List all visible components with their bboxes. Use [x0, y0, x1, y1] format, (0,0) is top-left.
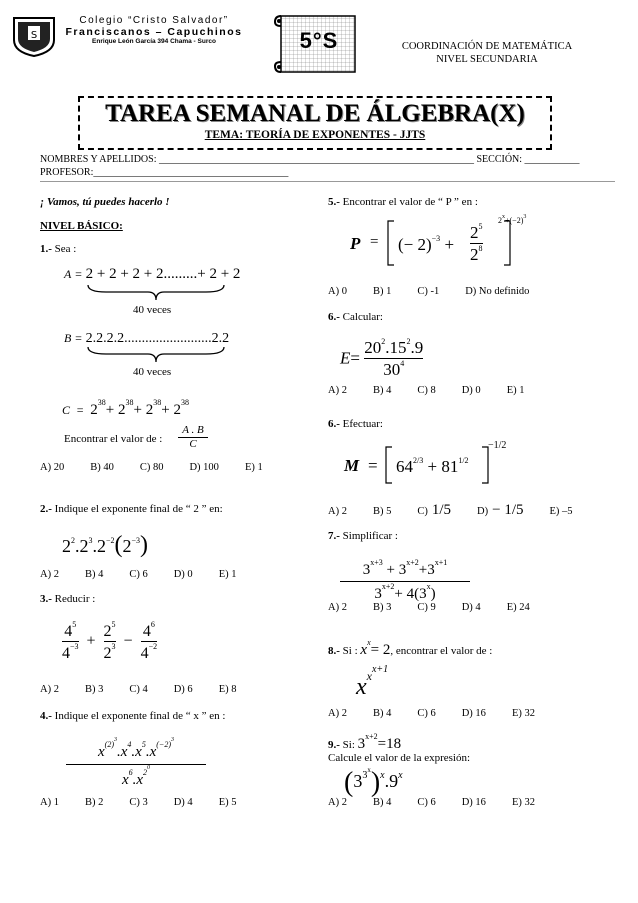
- expr-p3: $\frac{4^5}{4^{-3}}$ + $\frac{2^5}{2^3}$ − $\frac{4^6}{4^{-2}}$: [62, 620, 158, 662]
- expr-p2: $2^2.2^3.2^{-2}(2^{-3})$: [62, 532, 149, 558]
- option: D) 0: [461, 385, 481, 396]
- option: C): [417, 506, 428, 517]
- option: B) 40: [90, 462, 114, 473]
- option: C) -1: [417, 286, 440, 297]
- coordination-title: COORDINACIÓN DE MATEMÁTICA: [401, 41, 573, 52]
- option: E) 5: [218, 797, 237, 808]
- option: D) 100: [189, 462, 219, 473]
- options-8: [328, 708, 561, 719]
- school-logo: [8, 14, 60, 58]
- problem-3: 3.- Reducir :: [40, 593, 96, 605]
- options-2: [40, 569, 262, 580]
- option: D) No definido: [465, 286, 530, 297]
- school-name: Colegio “Cristo Salvador”: [79, 15, 229, 26]
- option: D) 6: [173, 684, 193, 695]
- option: B) 2: [84, 797, 104, 808]
- option: C) 6: [417, 708, 436, 719]
- option: D) 4: [173, 797, 193, 808]
- option: C) 3: [129, 797, 148, 808]
- option: B) 4: [372, 385, 392, 396]
- problem-8: 8.- Si : $x^x= 2$, encontrar el valor de :: [328, 638, 493, 658]
- page-subtitle: TEMA: TEORÍA DE EXPONENTES - JJTS: [204, 129, 426, 141]
- problem-7: 7.- Simplificar :: [328, 530, 398, 542]
- problem-9-instruction: Calcule el valor de la expresión:: [328, 752, 471, 764]
- teacher-field: PROFESOR:_______________________________________: [40, 167, 289, 178]
- option: D) 0: [173, 569, 193, 580]
- option: A) 2: [328, 708, 347, 719]
- options-9: [328, 797, 561, 808]
- option: E) 8: [218, 684, 237, 695]
- option: E) 1: [506, 385, 525, 396]
- option: B) 3: [372, 602, 392, 613]
- options-6b: [328, 502, 599, 519]
- option: C) 6: [417, 797, 436, 808]
- problem-6a: 6.- Calcular:: [328, 311, 383, 323]
- option: E) 32: [511, 708, 535, 719]
- option: D) 4: [461, 602, 481, 613]
- option: C) 8: [417, 385, 436, 396]
- school-address: Enrique León García 394 Chama - Surco: [92, 38, 216, 45]
- option: A) 20: [40, 462, 65, 473]
- option: E) 24: [506, 602, 530, 613]
- count-a: 40 veces: [133, 304, 172, 316]
- fraction-ab-c: A . B C: [178, 424, 208, 450]
- option: C) 80: [139, 462, 164, 473]
- option: C) 4: [129, 684, 148, 695]
- grade-scroll: [273, 10, 359, 78]
- option: A) 2: [40, 569, 59, 580]
- level-title: NIVEL SECUNDARIA: [436, 54, 538, 65]
- brace-b: [86, 345, 226, 365]
- motto: ¡ Vamos, tú puedes hacerlo !: [40, 196, 170, 208]
- option: E) 32: [511, 797, 535, 808]
- option: A) 0: [328, 286, 347, 297]
- expr-c: $C = 2^{38}+ 2^{38}+ 2^{38}+ 2^{38}$: [62, 398, 189, 418]
- option: C) 9: [417, 602, 436, 613]
- option: C) 6: [129, 569, 148, 580]
- options-4: [40, 797, 262, 808]
- options-7: [328, 602, 556, 613]
- option: E) –5: [549, 506, 573, 517]
- divider: [40, 181, 615, 182]
- option: A) 2: [40, 684, 59, 695]
- options-5: [328, 286, 555, 297]
- option-d-value: − 1/5: [492, 502, 524, 518]
- option: B) 5: [372, 506, 392, 517]
- option-c-value: 1/5: [431, 502, 452, 518]
- option: D) 16: [461, 708, 486, 719]
- count-b: 40 veces: [133, 366, 172, 378]
- problem-9: 9.- Si: $3^{x+2}=18$: [328, 732, 402, 752]
- expr-p4: $x^{(2)^3}.x^4.x^5.x^{(-2)^3}$ $x^6.x^{2^0}$: [66, 737, 206, 789]
- options-3: [40, 684, 262, 695]
- option: A) 2: [328, 385, 347, 396]
- option: A) 2: [328, 506, 347, 517]
- option: B) 4: [84, 569, 104, 580]
- problem-5: 5.- Encontrar el valor de “ P ” en :: [328, 196, 478, 208]
- option: B) 1: [372, 286, 392, 297]
- svg-text:S: S: [30, 30, 38, 41]
- problem-4: 4.- Indique el exponente final de “ x ” en :: [40, 710, 226, 722]
- expr-p9: $(3^{3^x})^x.9^x$: [344, 766, 403, 798]
- expr-p6a: E= $\frac{20^2.15^2.9}{30^4}$: [340, 337, 424, 379]
- option: E) 1: [244, 462, 263, 473]
- find-label: Encontrar el valor de :: [64, 433, 163, 445]
- expr-p6b: M = $64^{2/3} + 81^{1/2}$ −1/2: [344, 444, 544, 488]
- page-title: TAREA SEMANAL DE ÁLGEBRA(X): [105, 100, 525, 127]
- level-heading: NIVEL BÁSICO:: [40, 220, 123, 232]
- brace-a: [86, 283, 226, 303]
- grade-label: 5°S: [299, 28, 339, 53]
- problem-1: 1.- Sea :: [40, 243, 77, 255]
- option: B) 4: [372, 708, 392, 719]
- expr-a: A = 2 + 2 + 2 + 2.........+ 2 + 2: [64, 266, 241, 282]
- option: A) 1: [40, 797, 59, 808]
- option: A) 2: [328, 602, 347, 613]
- options-6a: [328, 385, 550, 396]
- expr-p5: P = (− 2)$^{-3}$ + $2^5$ $2^8$ $2^x+(-2)^3$: [350, 214, 527, 264]
- option: D): [477, 506, 489, 517]
- option: A) 2: [328, 797, 347, 808]
- option: E) 1: [218, 569, 237, 580]
- options-1: [40, 462, 289, 473]
- names-field: NOMBRES Y APELLIDOS: _______________________________________________________________ SECCIÓN: ___________: [40, 154, 580, 165]
- expr-p7: $3^{x+3} + 3^{x+2}+3^{x+1}$ $3^{x+2}+ 4(3^x)$: [340, 558, 470, 603]
- school-order: Franciscanos – Capuchinos: [65, 26, 243, 38]
- option: B) 4: [372, 797, 392, 808]
- title-banner: [78, 96, 552, 150]
- option: D) 16: [461, 797, 486, 808]
- problem-6b: 6.- Efectuar:: [328, 418, 383, 430]
- option: B) 3: [84, 684, 104, 695]
- expr-b: B = 2.2.2.2.........................2.2: [64, 331, 230, 346]
- problem-2: 2.- Indique el exponente final de “ 2 ” en:: [40, 503, 223, 515]
- expr-p8: $x^{x^{x+1}}$: [356, 664, 389, 700]
